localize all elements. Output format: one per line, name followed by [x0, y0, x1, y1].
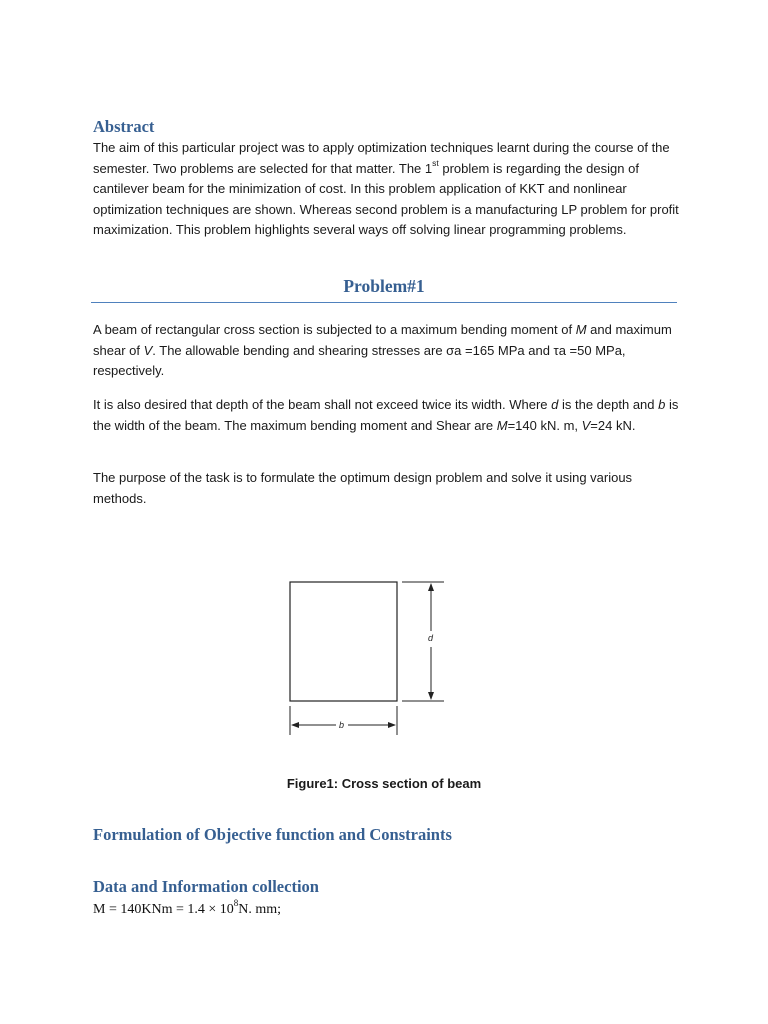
beam-cross-section-figure	[280, 573, 450, 743]
beam-rectangle	[290, 582, 397, 701]
abstract-heading: Abstract	[93, 117, 155, 136]
abstract-paragraph: The aim of this particular project was to apply optimization techniques learnt during the course of the semester. Two problems are selected for that matter. The 1st problem is regarding the design of cantilever beam for the minimization of cost. In this problem application of KKT and nonlinear optimization techniques are shown. Whereas second problem is a manufacturing LP problem for profit maximization. This problem highlights several ways off solving linear programming problems.	[93, 140, 679, 238]
depth-label: d	[428, 633, 434, 643]
data-collection-heading: Data and Information collection	[93, 877, 319, 896]
width-arrowhead-left	[291, 722, 299, 728]
depth-arrowhead-top	[428, 583, 434, 591]
width-arrowhead-right	[388, 722, 396, 728]
moment-formula: $M = 140KNm = 1.4 \times 10^8N$. mm;	[93, 898, 282, 917]
problem-paragraph-1: A beam of rectangular cross section is subjected to a maximum bending moment of M and maximum shear of V. The allowable bending and shearing stresses are σa =165 MPa and τa =50 MPa, respectively.	[93, 322, 672, 379]
depth-arrowhead-bottom	[428, 692, 434, 700]
title-divider	[91, 302, 677, 303]
problem-title: Problem#1	[343, 276, 425, 296]
width-label: b	[339, 720, 345, 730]
formulation-heading: Formulation of Objective function and Constraints	[93, 825, 452, 844]
problem-paragraph-3: The purpose of the task is to formulate the optimum design problem and solve it using various methods.	[93, 470, 633, 506]
figure-caption: Figure1: Cross section of beam	[286, 776, 482, 791]
problem-paragraph-2: It is also desired that depth of the beam shall not exceed twice its width. Where d is the depth and b is the width of the beam. The maximum bending moment and Shear are M=140 kN. m, V=24 kN.	[93, 397, 679, 433]
